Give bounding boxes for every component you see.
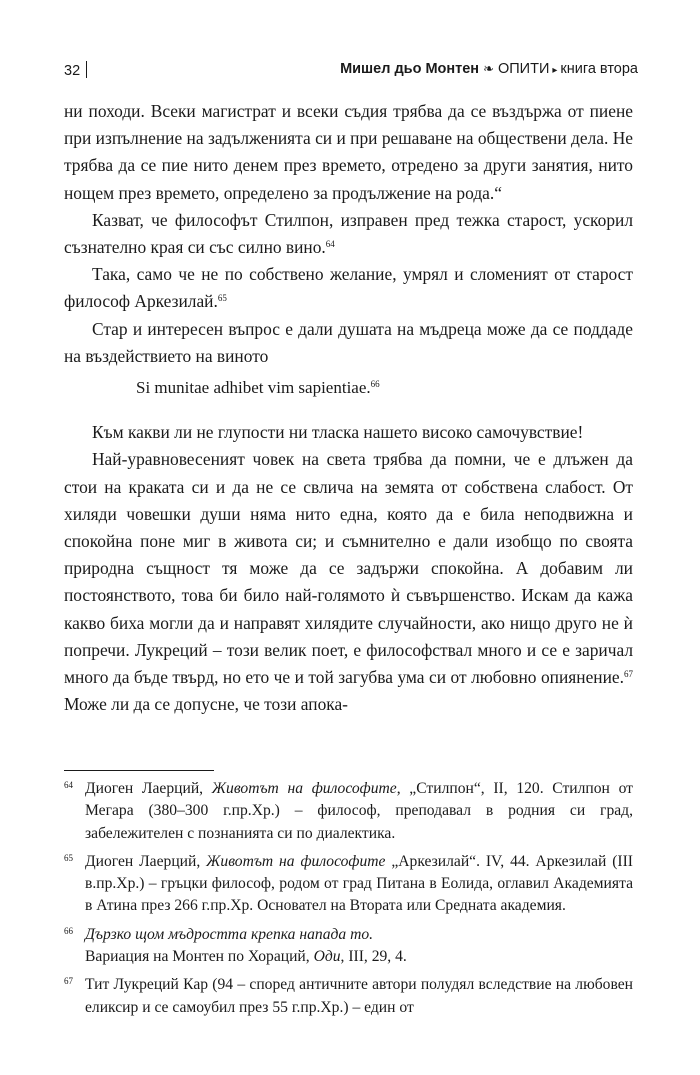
footnote-title: Животът на философите [206,852,386,870]
footnote-author: Диоген Лаерций, [85,780,212,797]
footnote-mark: 67 [64,976,73,987]
footnote-ref-64[interactable]: 64 [325,239,335,250]
footnote-title: Животът на философите [211,780,397,797]
header-book: ОПИТИ [497,61,550,77]
footnote-title: Оди [313,948,341,966]
paragraph-5: Към какви ли не глупости ни тласка нашето високо самочувствие! [92,422,584,443]
header-author: Мишел дьо Монтен [340,61,480,77]
footnote-ref-67[interactable]: 67 [624,669,633,680]
page-number-text: 32 [64,63,81,79]
footnote-text: , „Стилпон“, II, 120. Стилпон от Мегара (380–300 г.пр.Хр.) – философ, преподавал в родния си град, забележителен с познанията си по диалектика. [85,780,633,842]
paragraph-6-text: Най-уравновесеният човек на света трябва да помни, че е длъжен да стои на краката си и да не се свлича на земята от собствена слабост. От хиляди човешки души няма нито една, която да е била неподвижна и спокойна поне миг в живота си; и съмнително е дали изобщо по своята природна същност тя може да се задържи спокойна. А добавим ли постоянството, това би било най-голямото ѝ съвършенство. Искам да кажа какво биха могли да и направят хилядите случайности, ако нищо друго не ѝ попречи. Лукреций – този велик поет, е философствал много и се е заричал много да бъде твърд, но ето че и той загубва ума си от любовно опиянение. [64,449,633,688]
footnote-translation: Дързко щом мъдростта крепка напада то. [85,925,374,943]
paragraph-2-text: Казват, че философът Стилпон, изправен пред тежка старост, ускорил съзнателно края си със силно вино. [64,209,633,258]
footnote-65 [64,851,633,918]
footnote-66 [64,924,633,969]
footnote-text-end: , III, 29, 4. [340,948,407,966]
footnote-author: Диоген Лаерций, [85,852,207,870]
paragraph-6-tail: Може ли да се допусне, че този апока- [64,694,348,715]
paragraph-3 [64,261,633,315]
paragraph-3-text: Така, само че не по собствено желание, умрял и сломеният от старост философ Аркезилай. [64,264,633,312]
leaf-ornament-icon: ❧ [483,61,494,76]
footnote-mark: 66 [64,925,73,936]
footnote-ref-65[interactable]: 65 [217,293,227,304]
page-number [64,61,87,79]
footnote-separator [64,770,214,771]
footnote-text: Тит Лукреций Кар (94 – според античните автори полудял вследствие на любовен еликсир и се самоубил през 55 г.пр.Хр.) – един от [85,976,633,1016]
footnote-ref-66[interactable]: 66 [370,379,380,390]
running-header [64,58,638,84]
paragraph-6 [64,446,633,718]
footnote-mark: 64 [64,780,73,790]
footnote-64 [64,778,633,845]
latin-quote [136,374,633,401]
header-section: книга втора [560,61,638,77]
paragraph-1: ни походи. Всеки магистрат и всеки съдия трябва да се въздържа от пиене при изпълнение на задълженията си и при решаване на обществени дела. Не трябва да се пие нито денем през времето, отредено за други занятия, нито нощем през времето, определено за продължение на рода.“ [64,101,633,203]
footnote-text: „Аркезилай“. IV, 44. Аркезилай (III в.пр.Хр.) – гръцки философ, родом от град Питана в Еолида, оглавил Академията в Атина през 266 г.пр.Хр. Основател на Втората или Средната академия. [85,852,633,915]
arrow-right-icon: ▸ [552,65,558,76]
latin-quote-text: Si munitae adhibet vim sapientiae. [136,378,371,398]
main-text [64,98,633,718]
footnotes [64,778,633,1025]
header-divider [86,61,87,78]
paragraph-2 [64,207,633,261]
running-title [340,61,638,77]
paragraph-4: Стар и интересен въпрос е дали душата на мъдреца може да се поддаде на въздействието на виното [64,318,633,366]
footnote-67 [64,974,633,1019]
footnote-mark: 65 [64,852,73,863]
footnote-text: Вариация на Монтен по Хораций, [85,948,314,966]
